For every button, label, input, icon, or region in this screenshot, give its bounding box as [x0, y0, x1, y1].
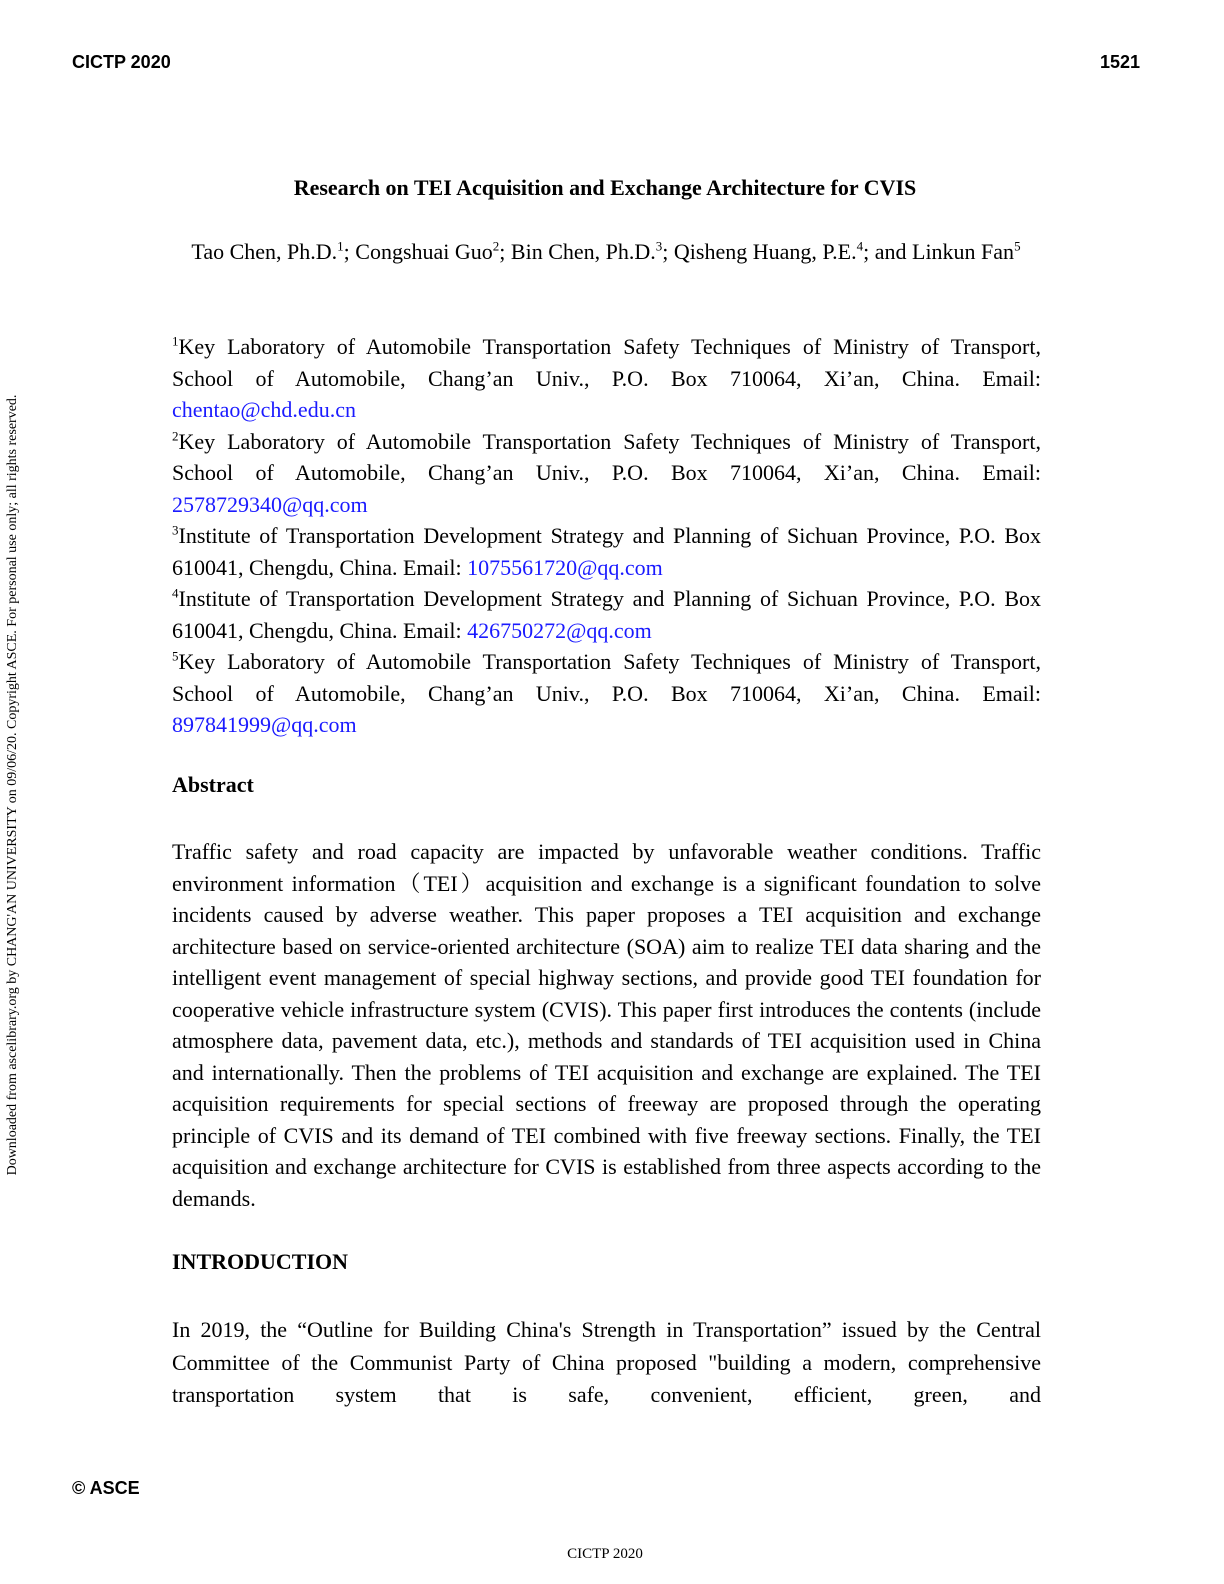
paper-title: Research on TEI Acquisition and Exchange Architecture for CVIS — [293, 175, 917, 200]
affiliation-1: $^1$Key Laboratory of Automobile Transportation Safety Techniques of Ministry of Transport, School of Automobile, Chang’an Univ., P.O. Box 710064, Xi’an, China. Email: chentao@chd.edu.cn — [172, 333, 1041, 422]
running-footer: CICTP 2020 — [567, 1546, 643, 1562]
download-notice: Downloaded from ascelibrary.org by CHANG'AN UNIVERSITY on 09/06/20. Copyright ASCE. For personal use only; all rights reserved. — [5, 394, 20, 1176]
email-link[interactable]: 426750272@qq.com — [467, 617, 652, 643]
introduction-body: In 2019, the “Outline for Building China's Strength in Transportation” issued by the Central Committee of the Communist Party of China proposed "building a modern, comprehensive transportation system that is safe, convenient, efficient, green, and — [172, 1317, 1041, 1407]
author: Congshuai Guo$^2$; — [355, 238, 511, 264]
affiliation-2: $^2$Key Laboratory of Automobile Transportation Safety Techniques of Ministry of Transport, School of Automobile, Chang’an Univ., P.O. Box 710064, Xi’an, China. Email: 2578729340@qq.com — [172, 428, 1041, 517]
affiliation-list — [172, 331, 1041, 741]
email-link[interactable]: 2578729340@qq.com — [172, 491, 368, 517]
email-link[interactable]: 1075561720@qq.com — [467, 554, 663, 580]
author: Qisheng Huang, P.E.$^4$; and — [673, 238, 912, 264]
author-list — [172, 236, 1040, 268]
abstract-body: Traffic safety and road capacity are impacted by unfavorable weather conditions. Traffic environment information（TEI）acquisition and exchange is a significant foundation to solve incidents caused by adverse weather. This paper proposes a TEI acquisition and exchange architecture based on service-oriented architecture (SOA) aim to realize TEI data sharing and the intelligent event management of special highway sections, and provide good TEI foundation for cooperative vehicle infrastructure system (CVIS). This paper first introduces the contents (include atmosphere data, pavement data, etc.), methods and standards of TEI acquisition used in China and internationally. Then the problems of TEI acquisition and exchange are explained. The TEI acquisition requirements for special sections of freeway are proposed through the operating principle of CVIS and its demand of TEI combined with five freeway sections. Finally, the TEI acquisition and exchange architecture for CVIS is established from three aspects according to the demands. — [172, 839, 1041, 1211]
author: Linkun Fan$^5$ — [912, 238, 1021, 264]
copyright-notice: © ASCE — [72, 1478, 140, 1498]
page-number: 1521 — [1099, 52, 1140, 72]
affiliation-3: $^3$Institute of Transportation Development Strategy and Planning of Sichuan Province, P.O. Box 610041, Chengdu, China. Email: 1075561720@qq.com — [172, 522, 1041, 580]
email-link[interactable]: chentao@chd.edu.cn — [172, 397, 356, 422]
author: Bin Chen, Ph.D.$^3$; — [510, 238, 674, 264]
email-link[interactable]: 897841999@qq.com — [172, 712, 357, 737]
affiliation-5: $^5$Key Laboratory of Automobile Transportation Safety Techniques of Ministry of Transport, School of Automobile, Chang’an Univ., P.O. Box 710064, Xi’an, China. Email: 897841999@qq.com — [172, 648, 1041, 737]
introduction-heading: INTRODUCTION — [172, 1249, 349, 1274]
abstract-heading: Abstract — [172, 772, 254, 797]
affiliation-4: $^4$Institute of Transportation Development Strategy and Planning of Sichuan Province, P.O. Box 610041, Chengdu, China. Email: 426750272@qq.com — [172, 585, 1041, 643]
running-header-left: CICTP 2020 — [72, 52, 171, 72]
author: Tao Chen, Ph.D.$^1$; — [191, 238, 356, 264]
